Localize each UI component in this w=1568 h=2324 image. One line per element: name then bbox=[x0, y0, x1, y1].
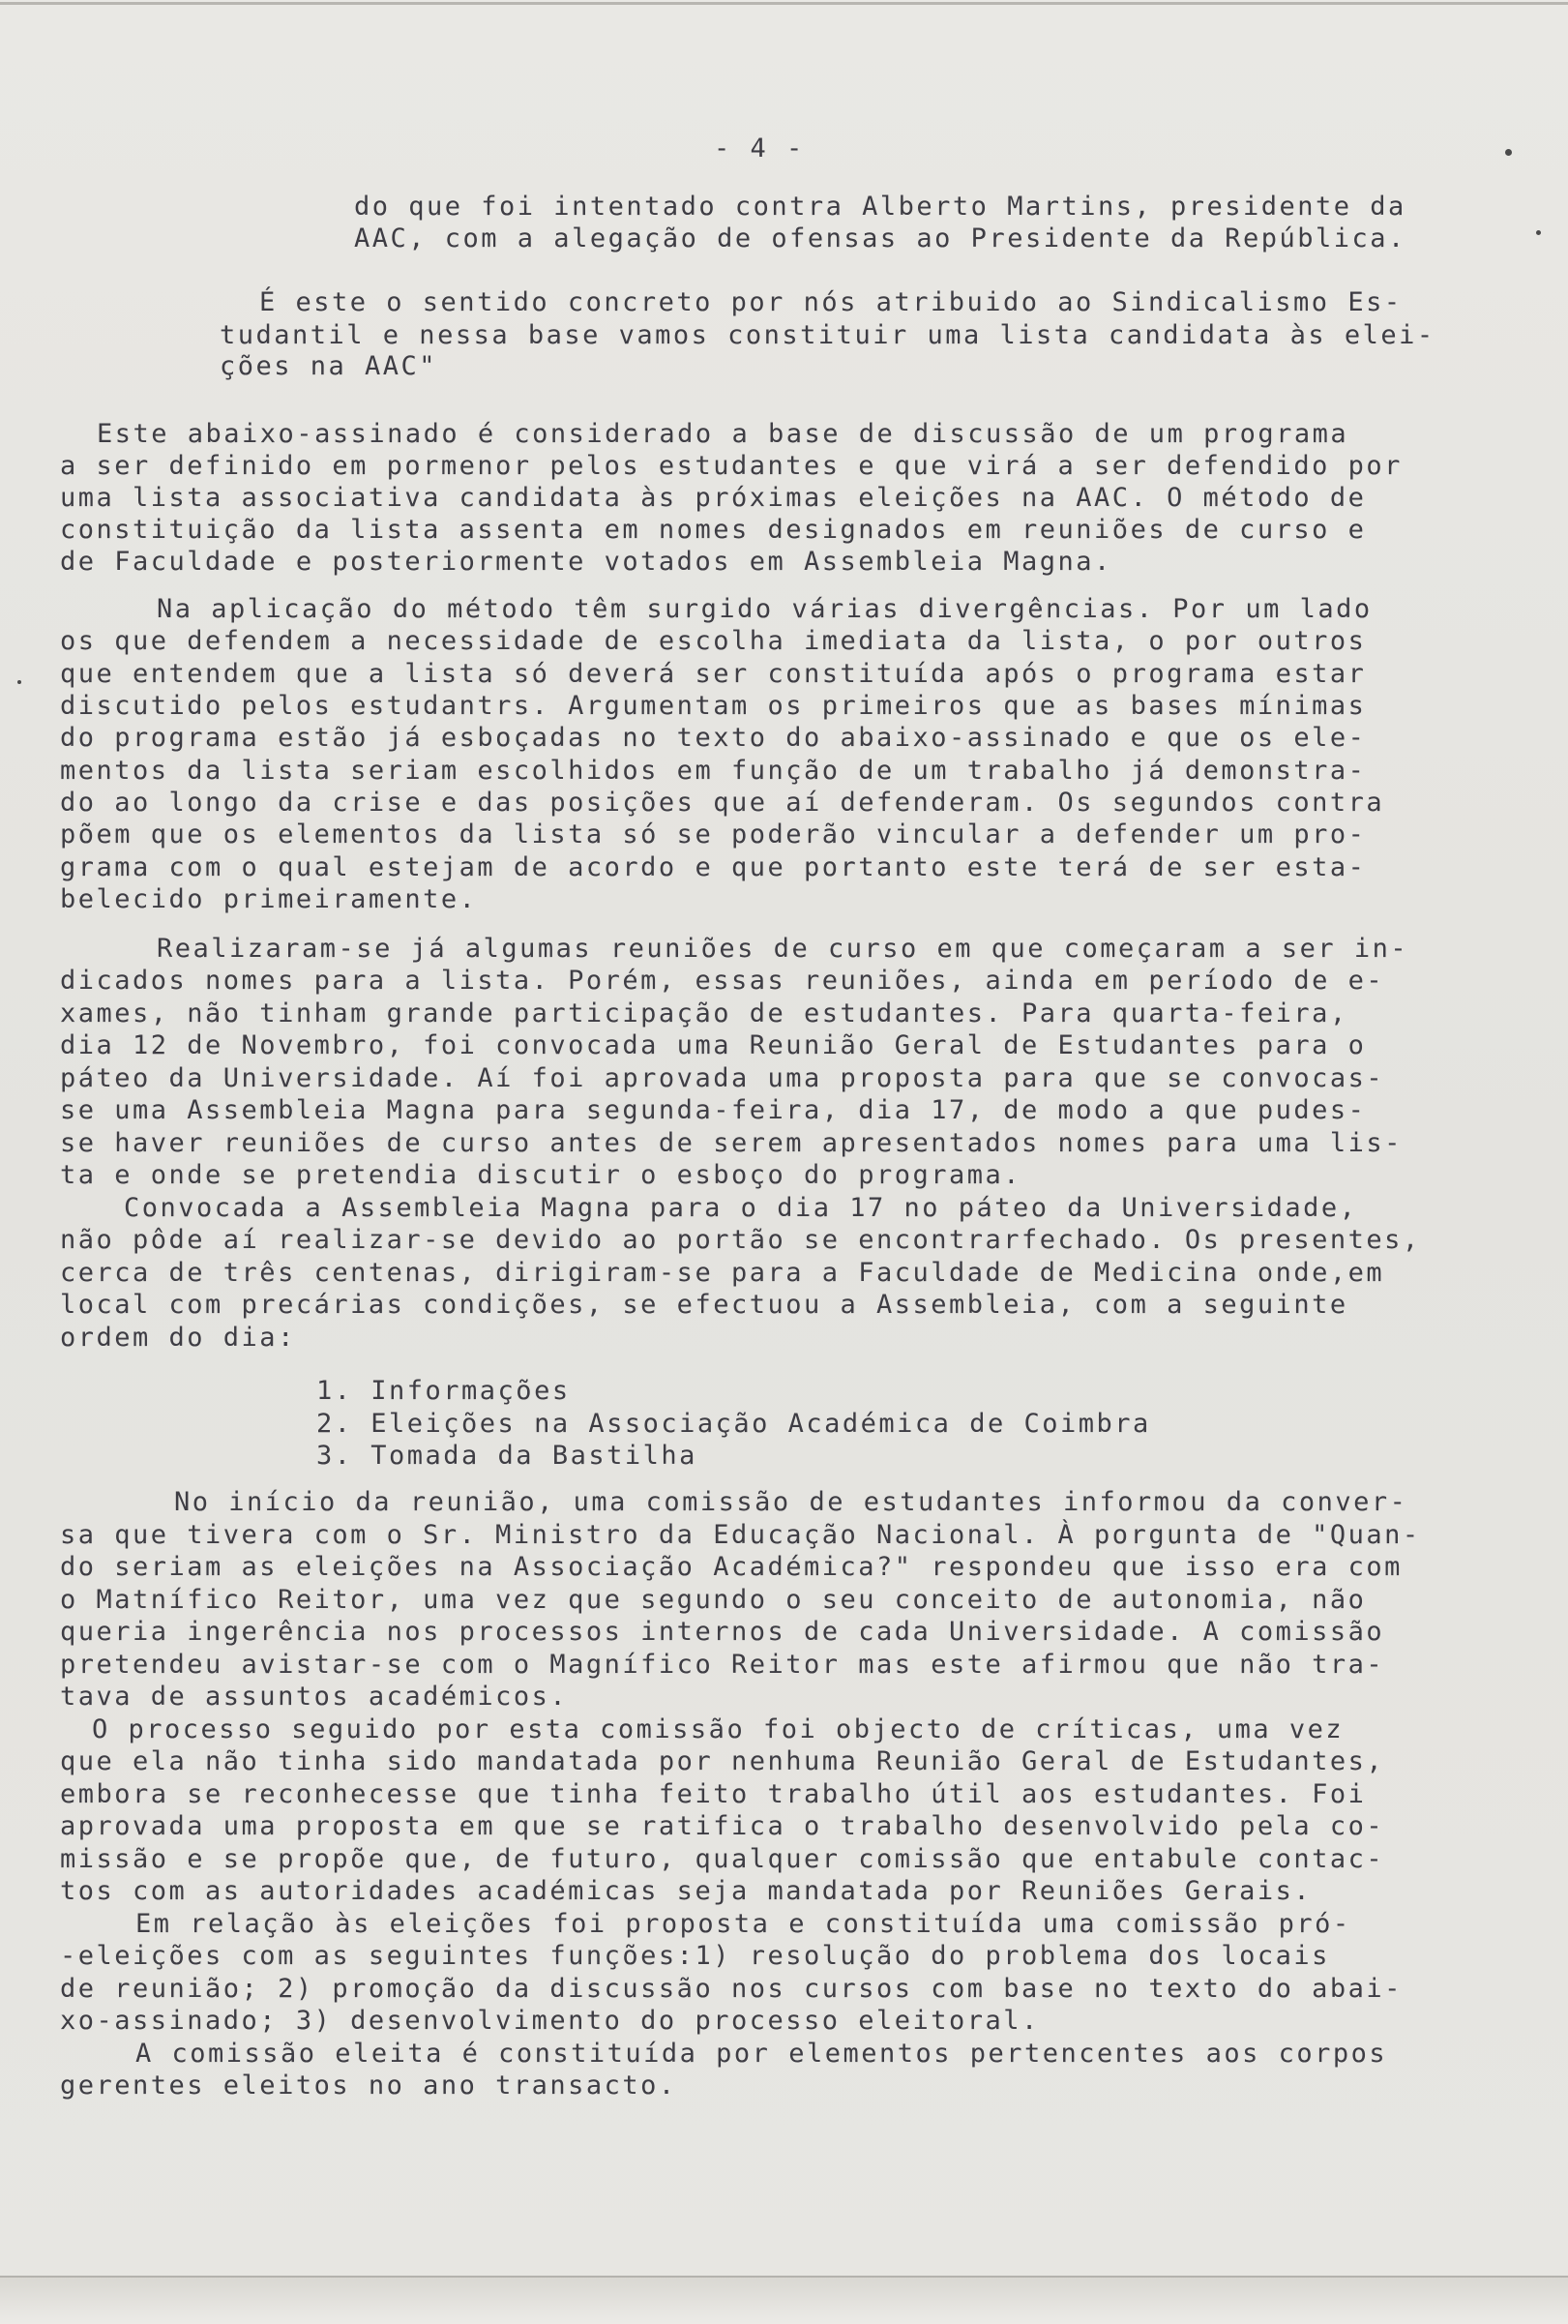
text-line: do que foi intentado contra Alberto Martins, presidente da bbox=[354, 192, 1406, 222]
text-line: se uma Assembleia Magna para segunda-feira, dia 17, de modo a que pudes- bbox=[60, 1095, 1367, 1125]
text-line: O processo seguido por esta comissão foi objecto de críticas, uma vez bbox=[92, 1714, 1345, 1744]
text-line: não pôde aí realizar-se devido ao portão se encontrarfechado. Os presentes, bbox=[60, 1225, 1421, 1255]
text-line: xames, não tinham grande participação de estudantes. Para quarta-feira, bbox=[60, 998, 1348, 1028]
text-line: queria ingerência nos processos internos de cada Universidade. A comissão bbox=[60, 1617, 1385, 1647]
text-line: do seriam as eleições na Associação Académica?" respondeu que isso era com bbox=[60, 1552, 1403, 1582]
agenda-item: 1. Informações bbox=[316, 1376, 571, 1406]
text-line: No início da reunião, uma comissão de estudantes informou da conver- bbox=[174, 1487, 1408, 1517]
text-line: cerca de três centenas, dirigiram-se para a Faculdade de Medicina onde,em bbox=[60, 1258, 1385, 1288]
bottom-edge bbox=[0, 2276, 1568, 2324]
text-line: páteo da Universidade. Aí foi aprovada uma proposta para que se convocas- bbox=[60, 1063, 1385, 1093]
text-line: a ser definido em pormenor pelos estudantes e que virá a ser defendido por bbox=[60, 451, 1403, 481]
text-line: embora se reconhecesse que tinha feito trabalho útil aos estudantes. Foi bbox=[60, 1779, 1367, 1809]
text-line: tos com as autoridades académicas seja mandatada por Reuniões Gerais. bbox=[60, 1876, 1313, 1906]
text-line: Este abaixo-assinado é considerado a base de discussão de um programa bbox=[97, 419, 1349, 449]
text-line: que entendem que a lista só deverá ser constituída após o programa estar bbox=[60, 659, 1367, 689]
text-line: AAC, com a alegação de ofensas ao Presidente da República. bbox=[354, 223, 1406, 253]
text-line: Realizaram-se já algumas reuniões de curso em que começaram a ser in- bbox=[157, 934, 1409, 964]
text-line: de reunião; 2) promoção da discussão nos cursos com base no texto do abai- bbox=[60, 1974, 1403, 2004]
text-line: Convocada a Assembleia Magna para o dia 17 no páteo da Universidade, bbox=[124, 1193, 1358, 1223]
text-line: grama com o qual estejam de acordo e que portanto este terá de ser esta- bbox=[60, 852, 1367, 882]
text-line: se haver reuniões de curso antes de serem apresentados nomes para uma lis- bbox=[60, 1128, 1403, 1158]
text-line: missão e se propõe que, de futuro, qualquer comissão que entabule contac- bbox=[60, 1844, 1385, 1874]
text-line: sa que tivera com o Sr. Ministro da Educação Nacional. À porgunta de "Quan- bbox=[60, 1520, 1421, 1550]
text-line: que ela não tinha sido mandatada por nenhuma Reunião Geral de Estudantes, bbox=[60, 1746, 1385, 1776]
text-line: discutido pelos estudantrs. Argumentam os primeiros que as bases mínimas bbox=[60, 691, 1367, 721]
text-line: ções na AAC" bbox=[220, 351, 438, 381]
text-line: do programa estão já esboçadas no texto do abaixo-assinado e que os ele- bbox=[60, 723, 1367, 753]
text-line: mentos da lista seriam escolhidos em função de um trabalho já demonstra- bbox=[60, 756, 1367, 786]
text-line: tudantil e nessa base vamos constituir uma lista candidata às elei- bbox=[220, 320, 1435, 350]
text-line: de Faculdade e posteriormente votados em Assembleia Magna. bbox=[60, 547, 1112, 577]
text-line: os que defendem a necessidade de escolha imediata da lista, o por outros bbox=[60, 626, 1367, 656]
text-line: aprovada uma proposta em que se ratifica o trabalho desenvolvido pela co- bbox=[60, 1811, 1385, 1841]
page-number: - 4 - bbox=[714, 134, 805, 164]
text-line: dia 12 de Novembro, foi convocada uma Reunião Geral de Estudantes para o bbox=[60, 1030, 1367, 1060]
text-line: belecido primeiramente. bbox=[60, 884, 478, 914]
text-line: ta e onde se pretendia discutir o esboço do programa. bbox=[60, 1160, 1022, 1190]
text-line: põem que os elementos da lista só se poderão vincular a defender um pro- bbox=[60, 819, 1367, 849]
agenda-item: 3. Tomada da Bastilha bbox=[316, 1441, 697, 1471]
text-line: A comissão eleita é constituída por elementos pertencentes aos corpos bbox=[135, 2039, 1388, 2069]
text-line: gerentes eleitos no ano transacto. bbox=[60, 2071, 677, 2101]
ink-speck bbox=[1505, 149, 1512, 156]
text-line: uma lista associativa candidata às próximas eleições na AAC. O método de bbox=[60, 483, 1367, 513]
text-line: local com precárias condições, se efectuou a Assembleia, com a seguinte bbox=[60, 1290, 1348, 1320]
text-line: do ao longo da crise e das posições que aí defenderam. Os segundos contra bbox=[60, 788, 1385, 818]
ink-speck bbox=[1536, 230, 1541, 235]
top-edge bbox=[0, 2, 1568, 5]
text-line: o Matnífico Reitor, uma vez que segundo o seu conceito de autonomia, não bbox=[60, 1585, 1367, 1615]
agenda-item: 2. Eleições na Associação Académica de Coimbra bbox=[316, 1409, 1151, 1439]
text-line: ordem do dia: bbox=[60, 1323, 296, 1353]
text-line: dicados nomes para a lista. Porém, essas reuniões, ainda em período de e- bbox=[60, 966, 1385, 996]
text-line: xo-assinado; 3) desenvolvimento do processo eleitoral. bbox=[60, 2006, 1040, 2036]
text-line: constituição da lista assenta em nomes designados em reuniões de curso e bbox=[60, 515, 1367, 545]
text-line: Em relação às eleições foi proposta e constituída uma comissão pró- bbox=[135, 1909, 1351, 1939]
text-line: Na aplicação do método têm surgido várias divergências. Por um lado bbox=[157, 594, 1373, 624]
text-line: -eleições com as seguintes funções:1) resolução do problema dos locais bbox=[60, 1941, 1330, 1971]
text-line: tava de assuntos académicos. bbox=[60, 1682, 569, 1712]
text-line: pretendeu avistar-se com o Magnífico Reitor mas este afirmou que não tra- bbox=[60, 1650, 1385, 1680]
text-line: É este o sentido concreto por nós atribuido ao Sindicalismo Es- bbox=[259, 287, 1403, 317]
